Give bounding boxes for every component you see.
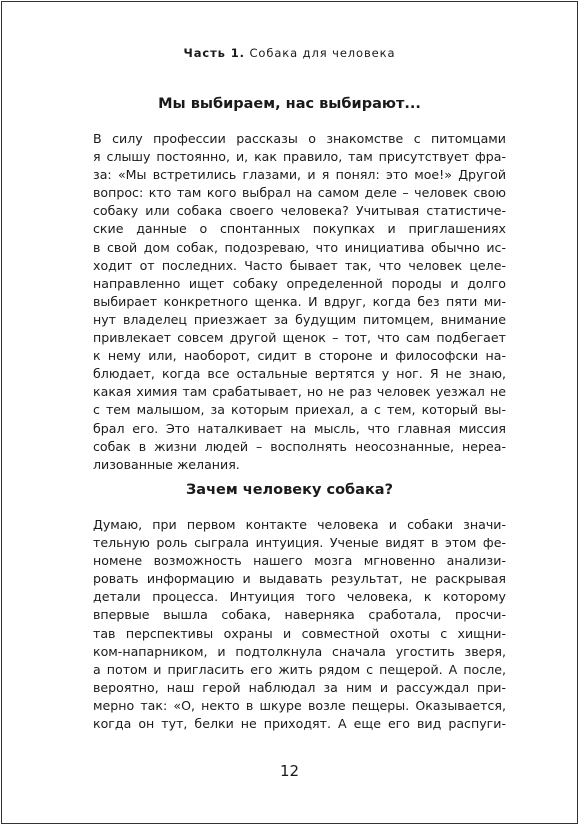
page-number: 12 [279,762,300,780]
text-line: выбирает конкретного щенка. И вдруг, когда без пяти ми- [93,293,506,309]
text-line: какая химия там срабатывает, но не раз человек уезжал не [93,384,506,400]
text-line: я слышу постоянно, и, как правило, там присутствует фра- [93,149,506,165]
text-line: Думаю, при первом контакте человека и собаки значи- [93,517,506,532]
text-line: ские данные о спонтанных покупках и приглашениях [93,221,506,237]
text-line: детали процесса. Интуиция того человека, к которому [93,589,506,605]
text-line: В силу профессии рассказы о знакомстве с питомцами [93,131,506,146]
text-line: а потом и пригласить его жить рядом с пещерой. А после, [93,661,506,677]
running-head-title: Собака для человека [249,46,396,60]
text-line: к нему или, наоборот, сидит в стороне и философски на- [93,348,506,364]
text-line: когда он тут, белки не приходят. А еще его вид распуги- [93,716,506,732]
text-line: тав перспективы охраны и совместной охоты с хищни- [93,625,506,641]
text-line: лизованные желания. [93,456,240,472]
running-head [2,46,577,60]
text-line: привлекает совсем другой щенок – тот, что сам подбегает [93,330,506,346]
text-line: собаку или собака своего человека? Учитывая статистиче- [93,203,506,219]
text-line: ровать информацию и выдавать результат, не раскрывая [93,571,506,587]
section-body [93,130,506,474]
section-title: Зачем человеку собака? [185,482,393,498]
text-line: впервые вышла собака, наверняка сработала, просчи- [93,607,506,623]
section-title: Мы выбираем, нас выбирают... [158,96,421,112]
text-line: направленно ищет собаку определенной породы и долго [93,275,506,291]
text-line: вопрос: кто там кого выбрал на самом деле – человек свою [93,185,506,201]
text-line: ходит от последних. Часто бывает так, что человек целе- [93,257,506,273]
running-head-part: Часть 1. [183,46,245,60]
text-line: брал его. Это наталкивает на мысль, что главная миссия [93,420,506,436]
text-line: в свой дом собак, подозреваю, что инициатива обычно ис- [93,239,506,255]
text-line: за: «Мы встретились глазами, и я понял: это мое!» Другой [93,167,506,183]
text-line: нут владелец приезжает за будущим питомцем, внимание [93,311,506,327]
text-line: с тем малышом, за которым приехал, а с тем, который вы- [93,402,506,418]
text-line: мерно так: «О, некто в шкуре возле пещеры. Оказывается, [93,697,506,713]
text-line: собак в жизни людей – восполнять неосознанные, нереа- [93,438,506,454]
book-page [1,1,578,824]
section-body [93,516,506,733]
text-line: номене возможность нашего мозга мгновенно анализи- [93,553,506,569]
text-line: тельную роль сыграла интуиция. Ученые видят в этом фе- [93,535,506,551]
text-line: блюдает, когда все остальные вертятся у ног. Я не знаю, [93,366,506,382]
text-line: ком-напарником, и подтолкнула сначала угостить зверя, [93,643,506,659]
text-line: вероятно, наш герой наблюдал за ним и рассуждал при- [93,679,506,695]
